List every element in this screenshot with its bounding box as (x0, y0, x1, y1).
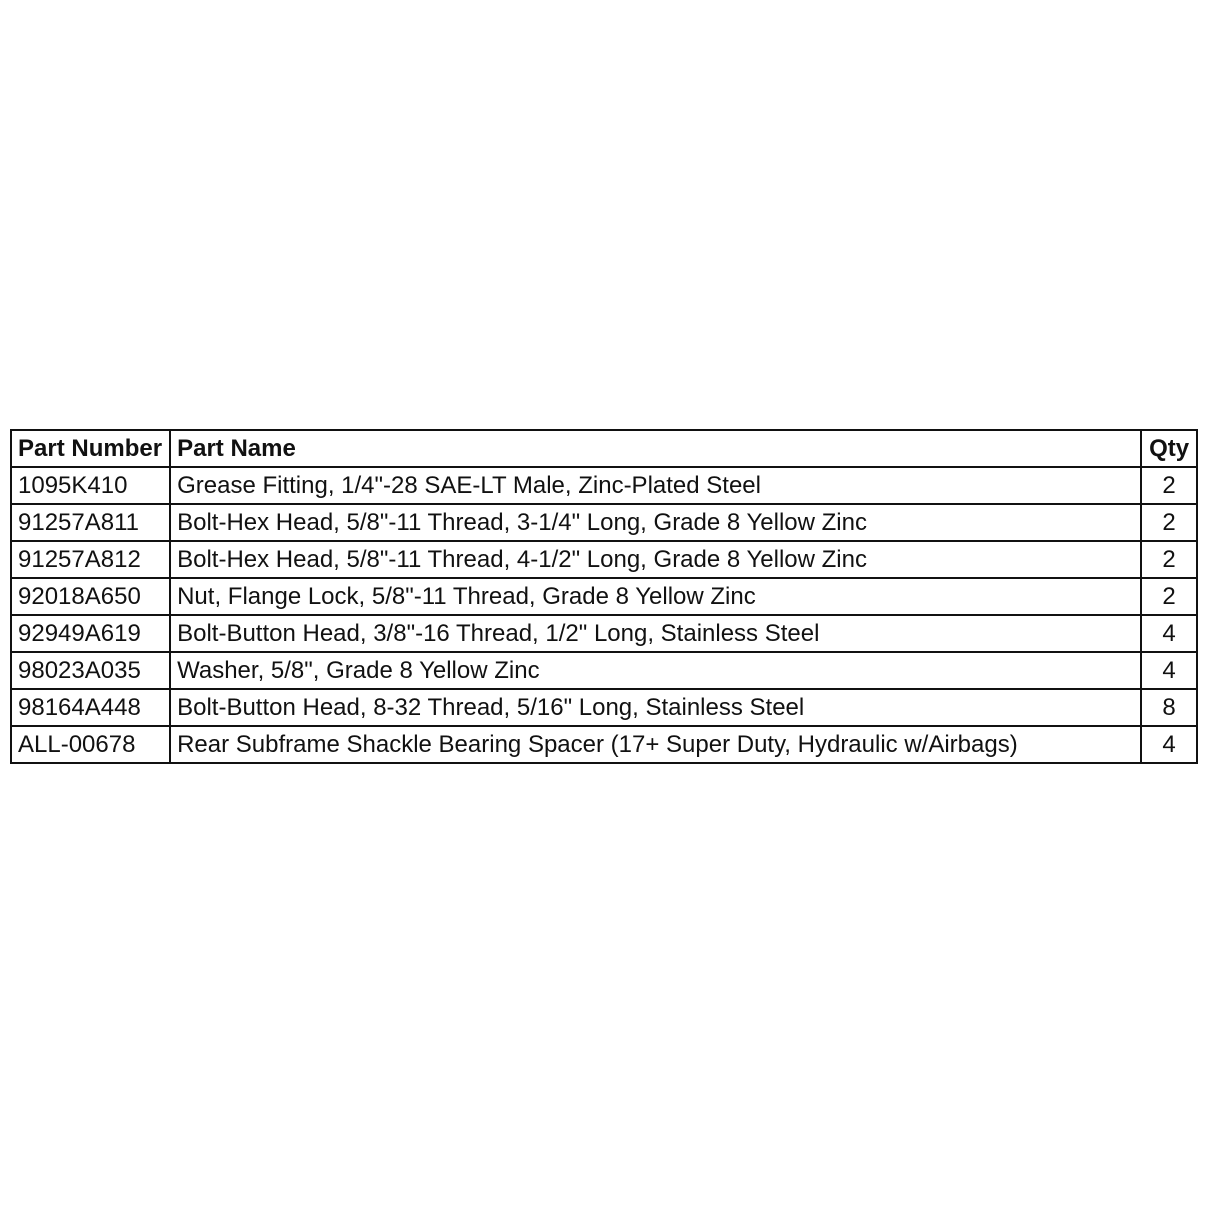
part-number-cell: 92949A619 (11, 615, 170, 652)
part-number-cell: 1095K410 (11, 467, 170, 504)
part-name-cell: Rear Subframe Shackle Bearing Spacer (17+ Super Duty, Hydraulic w/Airbags) (170, 726, 1141, 763)
qty-cell: 2 (1141, 541, 1197, 578)
part-name-cell: Nut, Flange Lock, 5/8"-11 Thread, Grade 8 Yellow Zinc (170, 578, 1141, 615)
qty-cell: 2 (1141, 578, 1197, 615)
part-name-cell: Bolt-Button Head, 8-32 Thread, 5/16" Long, Stainless Steel (170, 689, 1141, 726)
parts-list-table (10, 429, 1198, 764)
part-number-cell: 92018A650 (11, 578, 170, 615)
table-row (11, 467, 1197, 504)
part-name-cell: Bolt-Hex Head, 5/8"-11 Thread, 4-1/2" Long, Grade 8 Yellow Zinc (170, 541, 1141, 578)
part-name-cell: Bolt-Button Head, 3/8"-16 Thread, 1/2" Long, Stainless Steel (170, 615, 1141, 652)
table-row (11, 541, 1197, 578)
part-number-cell: 98023A035 (11, 652, 170, 689)
part-name-cell: Washer, 5/8", Grade 8 Yellow Zinc (170, 652, 1141, 689)
table-row (11, 652, 1197, 689)
part-name-cell: Bolt-Hex Head, 5/8"-11 Thread, 3-1/4" Long, Grade 8 Yellow Zinc (170, 504, 1141, 541)
part-number-cell: ALL-00678 (11, 726, 170, 763)
header-part-name: Part Name (170, 430, 1141, 467)
qty-cell: 4 (1141, 615, 1197, 652)
header-part-number: Part Number (11, 430, 170, 467)
qty-cell: 4 (1141, 726, 1197, 763)
table-row (11, 615, 1197, 652)
table-row (11, 689, 1197, 726)
header-qty: Qty (1141, 430, 1197, 467)
part-number-cell: 91257A811 (11, 504, 170, 541)
table-row (11, 578, 1197, 615)
qty-cell: 4 (1141, 652, 1197, 689)
qty-cell: 8 (1141, 689, 1197, 726)
table-header-row (11, 430, 1197, 467)
part-number-cell: 98164A448 (11, 689, 170, 726)
qty-cell: 2 (1141, 467, 1197, 504)
table-row (11, 726, 1197, 763)
part-number-cell: 91257A812 (11, 541, 170, 578)
table-row (11, 504, 1197, 541)
qty-cell: 2 (1141, 504, 1197, 541)
part-name-cell: Grease Fitting, 1/4"-28 SAE-LT Male, Zinc-Plated Steel (170, 467, 1141, 504)
